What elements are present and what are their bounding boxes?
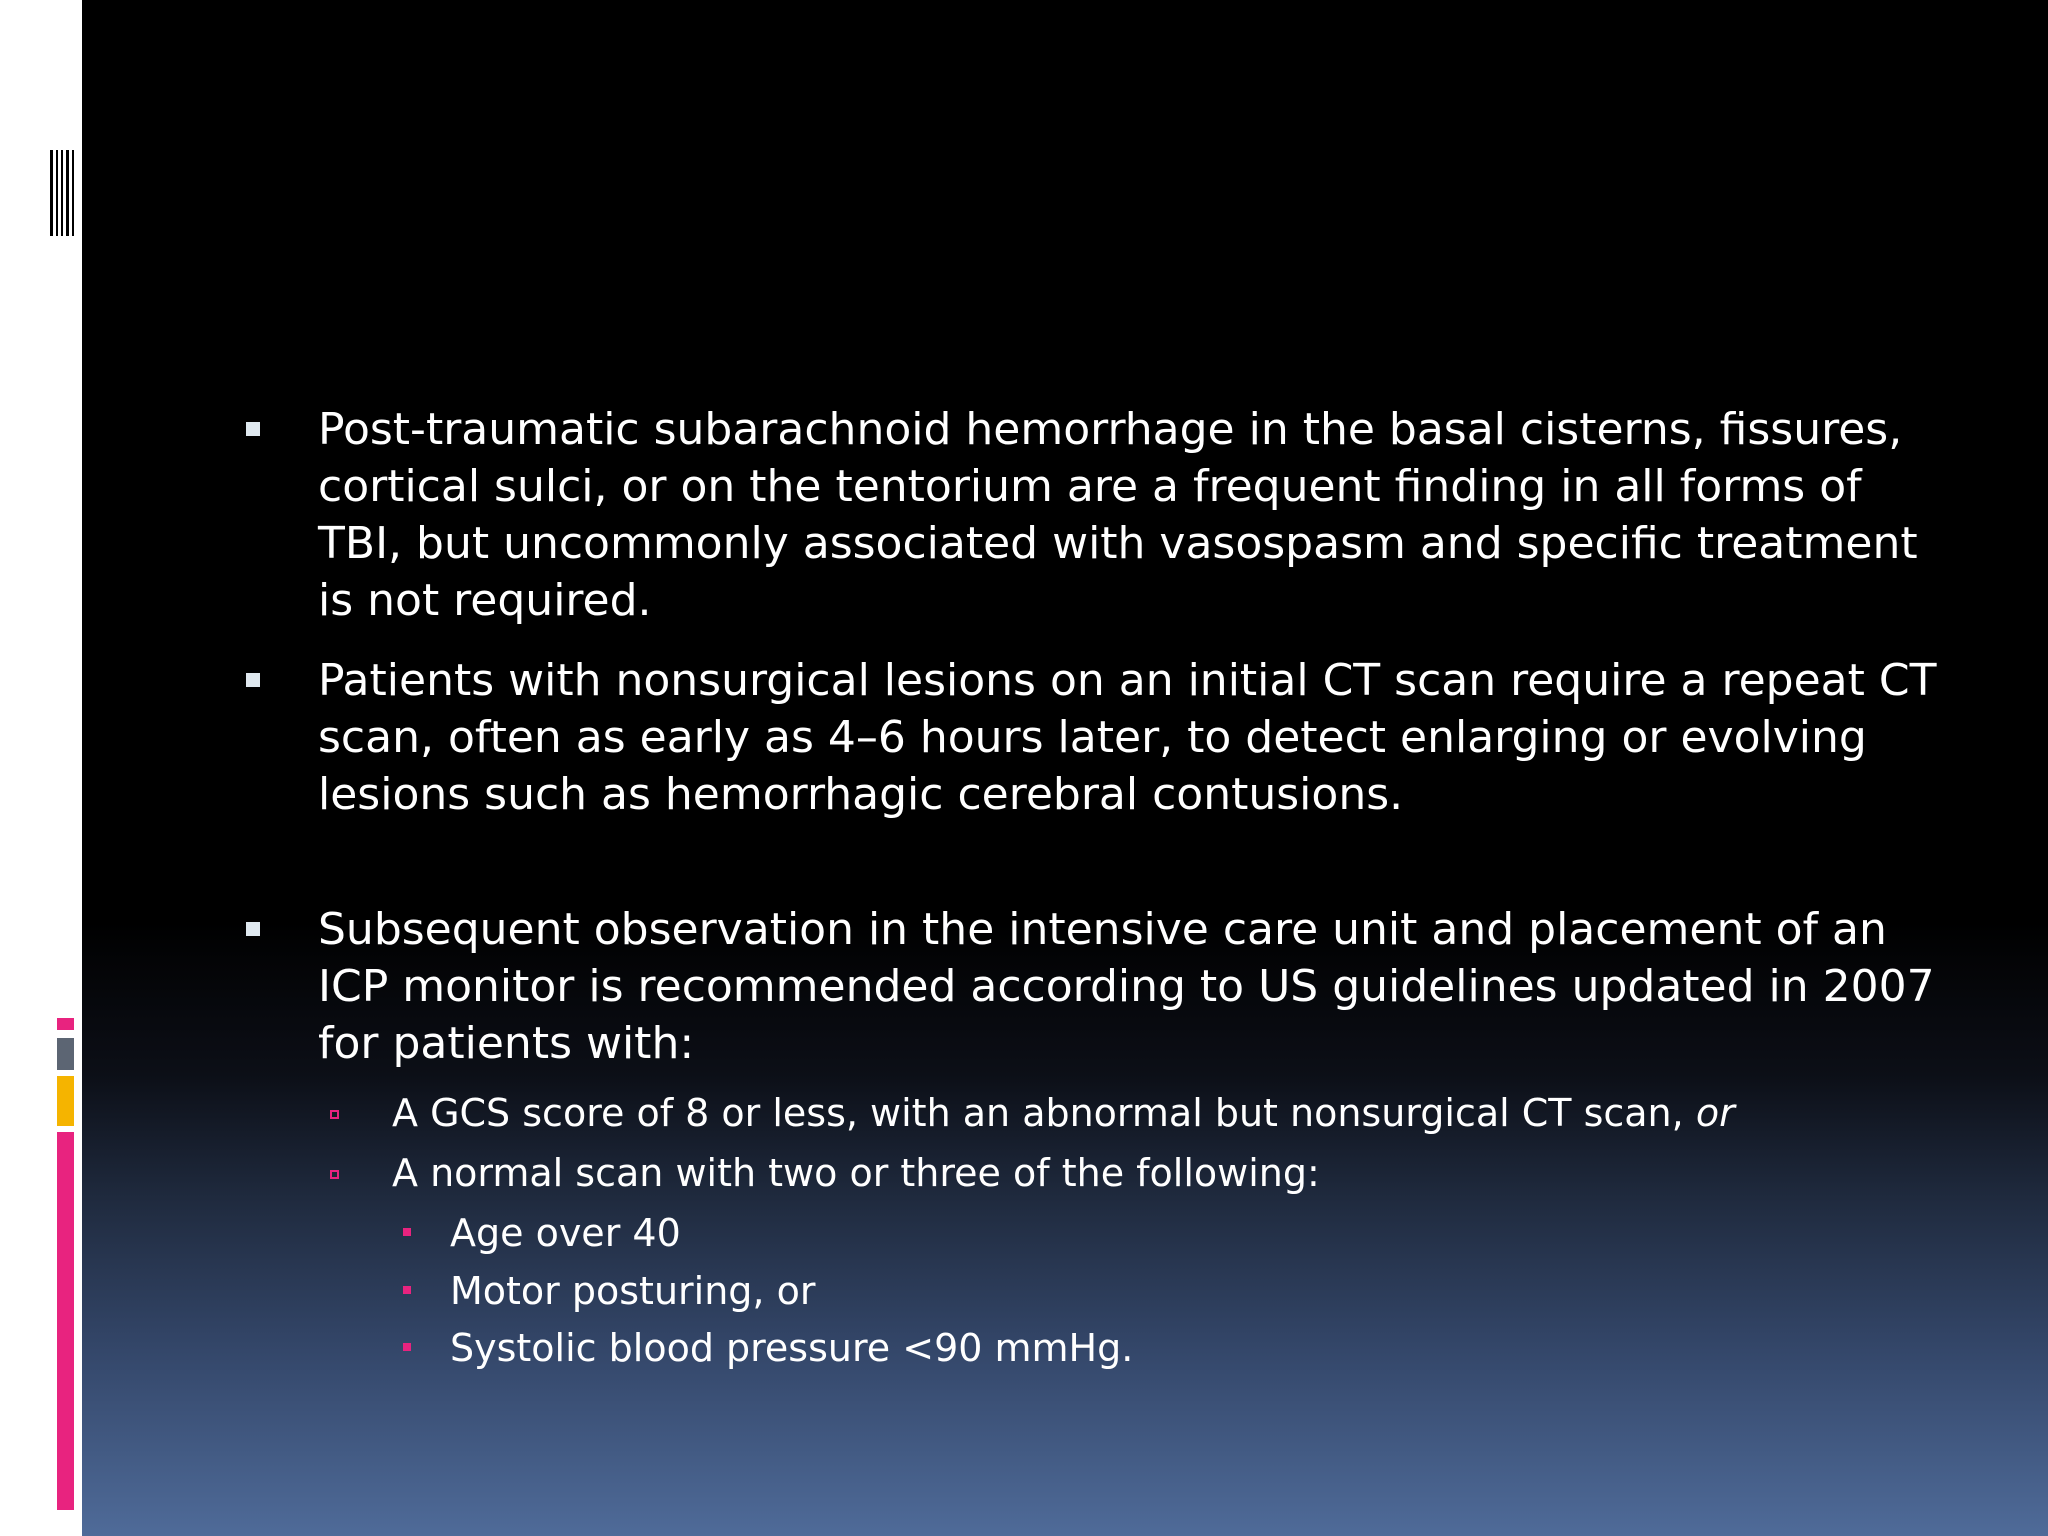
bullet-text: Patients with nonsurgical lesions on an initial CT scan require a repeat CT scan, often as early as 4–6 hours later, to detect enlarging or evolving lesions such as hemorrhagic cerebral contusions. xyxy=(318,655,1937,820)
bullet-text: Subsequent observation in the intensive care unit and placement of an ICP monitor is recommended according to US guidelines updated in 2007 for patients with: xyxy=(318,904,1935,1069)
sub-bullet-square-outline-icon xyxy=(330,1110,339,1119)
sub-sub-bullet-square-icon xyxy=(403,1343,411,1351)
sub-sub-bullet-square-icon xyxy=(403,1228,411,1236)
sub-sub-bullet-text: Age over 40 xyxy=(450,1211,681,1255)
sub-bullet-emphasis: or xyxy=(1695,1091,1735,1135)
sub-bullet-square-outline-icon xyxy=(330,1170,339,1179)
sub-bullet-text-main: A GCS score of 8 or less, with an abnormal but nonsurgical CT scan, xyxy=(392,1091,1684,1135)
sub-bullet-text: A normal scan with two or three of the following: xyxy=(392,1151,1320,1195)
bullet-square-icon xyxy=(246,922,260,936)
sub-sub-bullet-square-icon xyxy=(403,1286,411,1294)
sub-sub-bullet-text: Systolic blood pressure <90 mmHg. xyxy=(450,1326,1134,1370)
bullet-text: Post-traumatic subarachnoid hemorrhage in the basal cisterns, fissures, cortical sulci, or on the tentorium are a frequent finding in all forms of TBI, but uncommonly associated with vasospasm and specific treatment is not required. xyxy=(318,404,1918,626)
sub-bullet-text xyxy=(392,1088,1952,1138)
sub-sub-bullet-text: Motor posturing, or xyxy=(450,1269,816,1313)
bullet-square-icon xyxy=(246,422,260,436)
bullet-square-icon xyxy=(246,673,260,687)
